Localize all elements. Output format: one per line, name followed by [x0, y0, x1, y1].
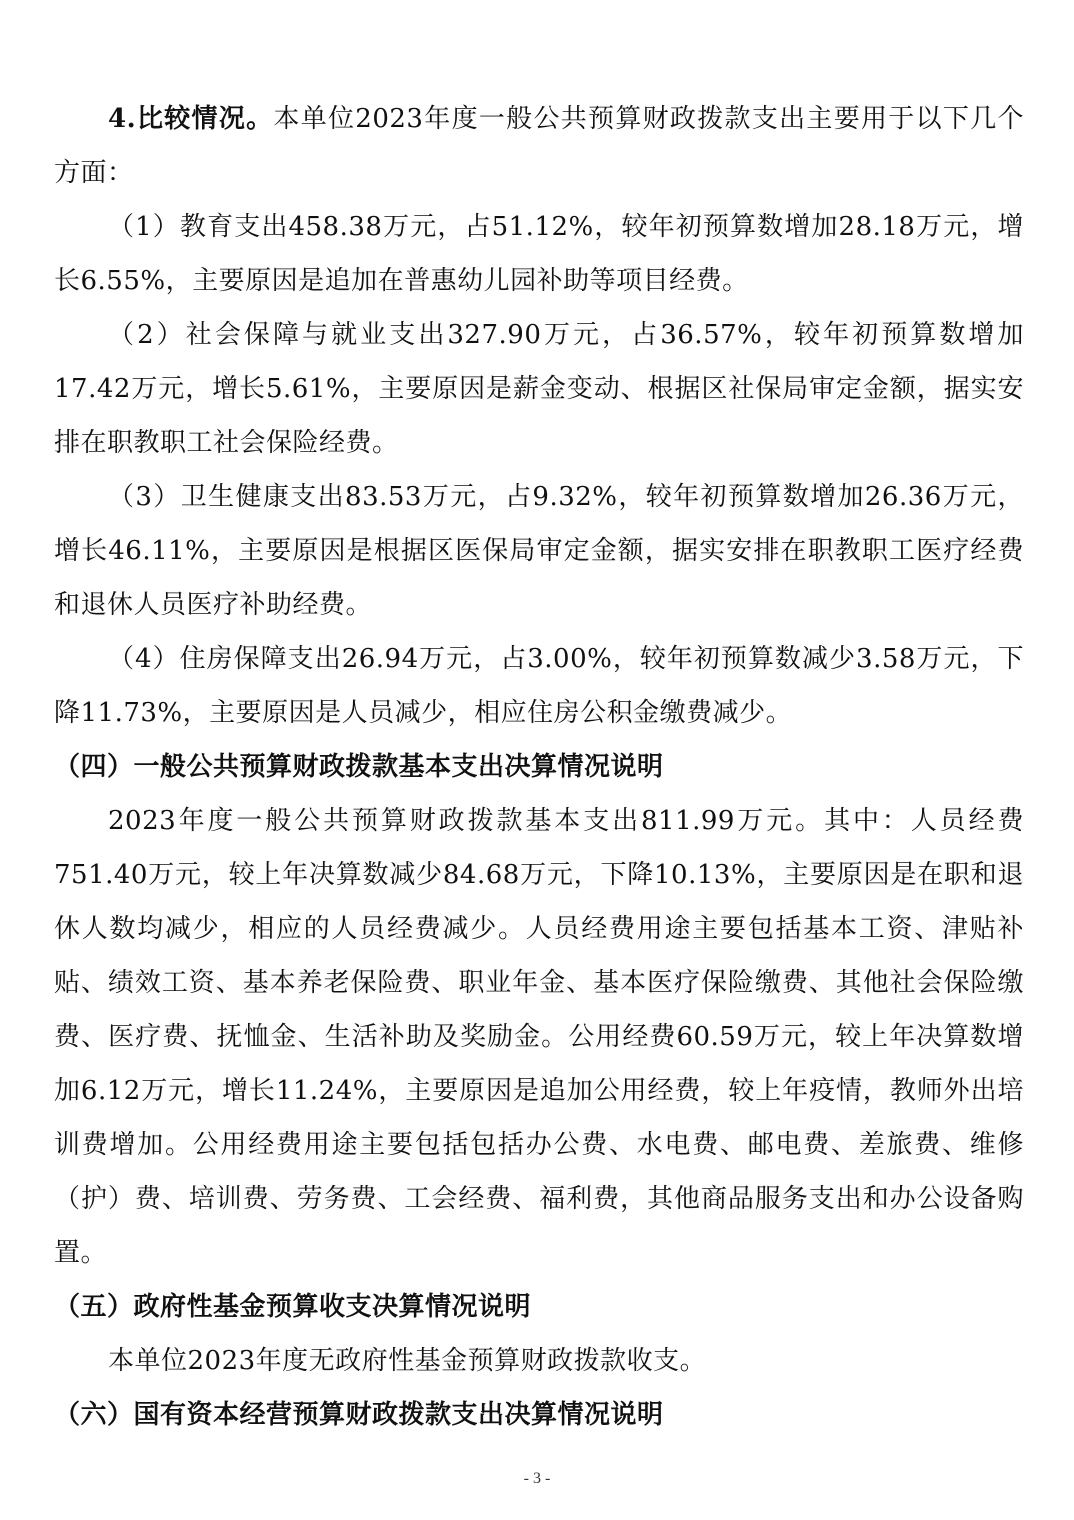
paragraph-basic-expenditure: 2023年度一般公共预算财政拨款基本支出811.99万元。其中：人员经费751.40万元，较上年决算数减少84.68万元，下降10.13%，主要原因是在职和退休人数均减少，相应的人员经费减少。人员经费用途主要包括基本工资、津贴补贴、绩效工资、基本养老保险费、职业年金、基本医疗保险缴费、其他社会保险缴费、医疗费、抚恤金、生活补助及奖励金。公用经费60.59万元，较上年决算数增加6.12万元，增长11.24%，主要原因是追加公用经费，较上年疫情，教师外出培训费增加。公用经费用途主要包括包括办公费、水电费、邮电费、差旅费、维修（护）费、培训费、劳务费、工会经费、福利费，其他商品服务支出和办公设备购置。 — [54, 806, 1024, 1268]
comparison-intro-text: 本单位2023年度一般公共预算财政拨款支出主要用于以下几个方面： — [54, 104, 1024, 188]
section-heading-government-fund: （五）政府性基金预算收支决算情况说明 — [54, 1292, 532, 1322]
page-number: - 3 - — [523, 1470, 551, 1487]
comparison-lead: 4.比较情况。 — [108, 104, 274, 134]
paragraph-health-expense: （3）卫生健康支出83.53万元，占9.32%，较年初预算数增加26.36万元，增长46.11%，主要原因是根据区医保局审定金额，据实安排在职教职工医疗经费和退休人员医疗补助经费。 — [54, 482, 1024, 620]
paragraph-housing-expense: （4）住房保障支出26.94万元，占3.00%，较年初预算数减少3.58万元，下降11.73%，主要原因是人员减少，相应住房公积金缴费减少。 — [54, 644, 1024, 728]
section-heading-state-capital: （六）国有资本经营预算财政拨款支出决算情况说明 — [54, 1400, 664, 1430]
paragraph-social-security-expense: （2）社会保障与就业支出327.90万元，占36.57%，较年初预算数增加17.42万元，增长5.61%，主要原因是薪金变动、根据区社保局审定金额，据实安排在职教职工社会保险经费。 — [54, 320, 1024, 458]
paragraph-government-fund: 本单位2023年度无政府性基金预算财政拨款收支。 — [108, 1346, 707, 1376]
paragraph-education-expense: （1）教育支出458.38万元，占51.12%，较年初预算数增加28.18万元，增长6.55%，主要原因是追加在普惠幼儿园补助等项目经费。 — [54, 212, 1024, 296]
document-page — [54, 92, 1024, 1442]
section-heading-basic-expenditure: （四）一般公共预算财政拨款基本支出决算情况说明 — [54, 752, 664, 782]
paragraph-comparison-intro — [54, 92, 1024, 200]
